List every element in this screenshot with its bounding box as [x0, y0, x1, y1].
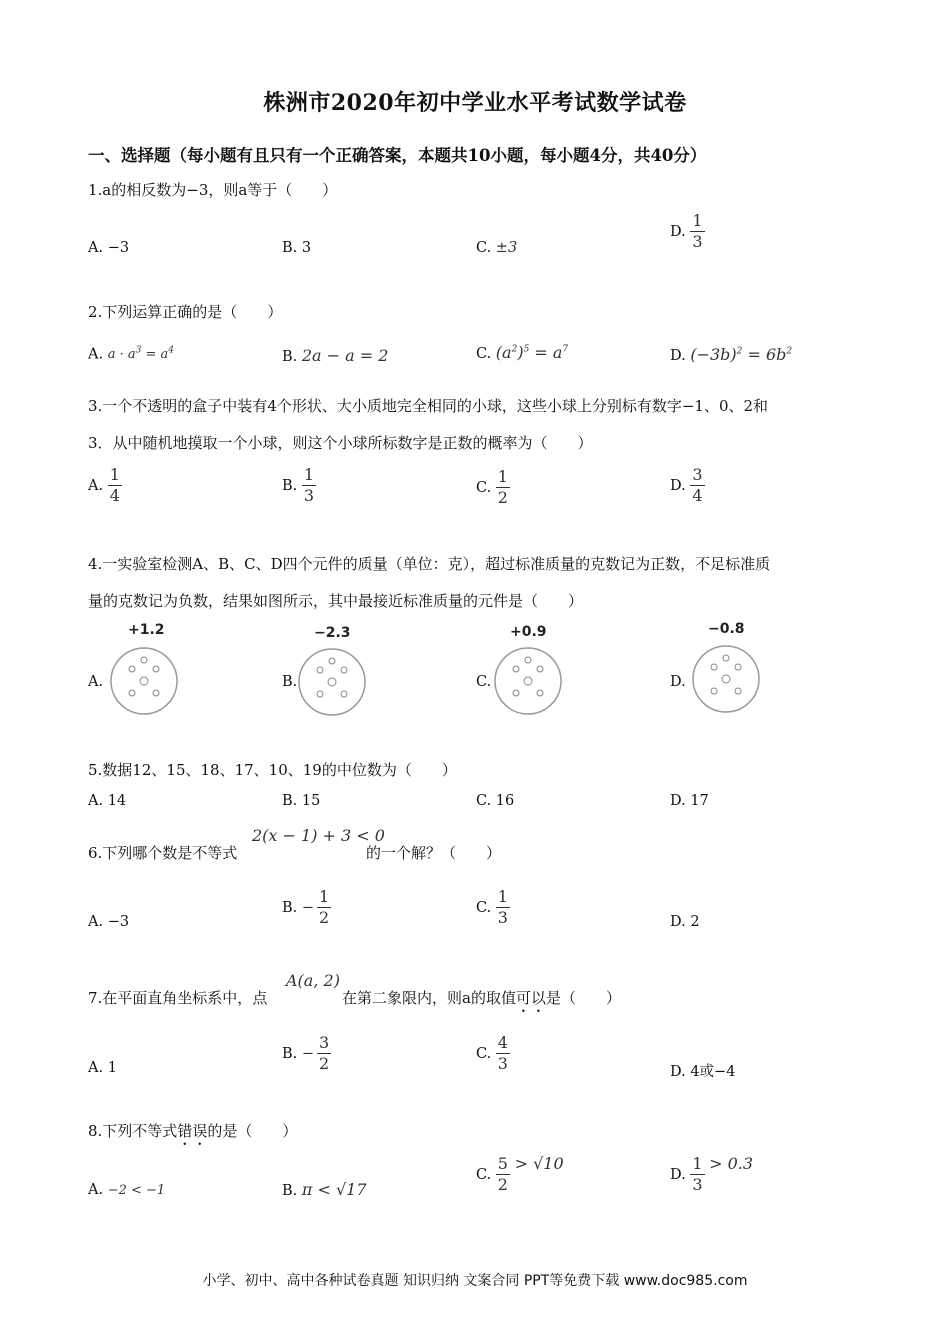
- question-8-stem: 8.下列不等式错误的是（ ）: [88, 1122, 298, 1140]
- q5-option-c: C. 16: [476, 793, 515, 809]
- component-d-icon: [690, 643, 762, 715]
- fraction: $\frac{1}{2}$: [497, 467, 508, 508]
- q8-option-d: D. $\frac{1}{3}$ > 0.3: [670, 1154, 754, 1195]
- q3-option-b: B. $\frac{1}{3}$: [282, 465, 315, 506]
- question-4-stem-line2: 量的克数记为负数，结果如图所示，其中最接近标准质量的元件是（ ）: [88, 592, 584, 610]
- q7-option-b: B. − $\frac{3}{2}$: [282, 1033, 330, 1074]
- fraction: $\frac{1}{2}$: [319, 887, 330, 928]
- q3-option-d: D. $\frac{3}{4}$: [670, 465, 703, 506]
- question-7-point: A(a, 2): [286, 971, 340, 990]
- q4-a-value: +1.2: [128, 622, 165, 638]
- question-3-stem-line2: 3．从中随机地摸取一个小球，则这个小球所标数字是正数的概率为（ ）: [88, 434, 593, 452]
- component-a-icon: [108, 645, 180, 717]
- q8-option-a: A. −2 < −1: [88, 1182, 166, 1198]
- q5-option-a: A. 14: [88, 793, 127, 809]
- q4-b-value: −2.3: [314, 625, 351, 641]
- fraction: $\frac{1}{3}$: [497, 887, 508, 928]
- q6-option-d: D. 2: [670, 914, 700, 930]
- q4-c-value: +0.9: [510, 624, 547, 640]
- q4-option-c-label: C.: [476, 674, 492, 690]
- q1-option-d: D. $\frac{1}{3}$: [670, 211, 703, 252]
- q2-option-d: D. $(-3b)^2 = 6b^2$: [670, 345, 793, 364]
- fraction: $\frac{3}{2}$: [319, 1033, 330, 1074]
- q5-option-b: B. 15: [282, 793, 321, 809]
- q6-option-c: C. $\frac{1}{3}$: [476, 887, 508, 928]
- q2-option-b: B. 2a − a = 2: [282, 346, 389, 365]
- q2-option-a: A. $a \cdot a^3 = a^4$: [88, 346, 174, 363]
- question-4-stem-line1: 4.一实验室检测A、B、C、D四个元件的质量（单位：克），超过标准质量的克数记为正数，不足标准质: [88, 555, 771, 573]
- fraction: $\frac{1}{4}$: [109, 465, 120, 506]
- q8-option-c: C. $\frac{5}{2}$ > √10: [476, 1154, 564, 1195]
- q2-option-c: C. $(a^2)^5 = a^7$: [476, 343, 569, 362]
- q4-option-a-label: A.: [88, 674, 104, 690]
- question-7-stem-pre: 7.在平面直角坐标系中，点: [88, 989, 268, 1007]
- page-footer: 小学、初中、高中各种试卷真题 知识归纳 文案合同 PPT等免费下载 www.doc985.com: [202, 1273, 748, 1289]
- question-3-stem-line1: 3.一个不透明的盒子中装有4个形状、大小质地完全相同的小球，这些小球上分别标有数字−1、0、2和: [88, 397, 769, 415]
- q1-option-b: B. 3: [282, 240, 312, 256]
- question-6-stem-pre: 6.下列哪个数是不等式: [88, 844, 238, 862]
- q4-option-d-label: D.: [670, 674, 686, 690]
- q7-option-a: A. 1: [88, 1060, 117, 1076]
- q7-option-c: C. $\frac{4}{3}$: [476, 1033, 508, 1074]
- fraction: $\frac{4}{3}$: [497, 1033, 508, 1074]
- q7-option-d: D. 4或−4: [670, 1064, 736, 1080]
- q8-option-b: B. π < √17: [282, 1180, 367, 1199]
- fraction: $\frac{1}{3}$: [303, 465, 315, 506]
- q6-option-a: A. −3: [88, 914, 130, 930]
- section-heading: 一、选择题（每小题有且只有一个正确答案，本题共10小题，每小题4分，共40分）: [88, 146, 707, 165]
- fraction: $\frac{3}{4}$: [692, 465, 703, 506]
- q3-option-a: A. $\frac{1}{4}$: [88, 465, 120, 506]
- q3-option-c: C. $\frac{1}{2}$: [476, 467, 508, 508]
- component-b-icon: [296, 646, 368, 718]
- q5-option-d: D. 17: [670, 793, 709, 809]
- question-1-stem: 1.a的相反数为−3，则a等于（ ）: [88, 181, 338, 199]
- question-2-stem: 2.下列运算正确的是（ ）: [88, 303, 283, 321]
- component-c-icon: [492, 645, 564, 717]
- question-5-stem: 5.数据12、15、18、17、10、19的中位数为（ ）: [88, 761, 457, 779]
- fraction: $\frac{5}{2}$: [497, 1154, 508, 1195]
- q4-d-value: −0.8: [708, 621, 745, 637]
- q6-option-b: B. − $\frac{1}{2}$: [282, 887, 330, 928]
- question-7-stem-rest: 在第二象限内，则a的取值可以是（ ）: [342, 989, 621, 1007]
- page-title: 株洲市2020年初中学业水平考试数学试卷: [263, 90, 687, 116]
- question-6-inequality: 2(x − 1) + 3 < 0: [252, 826, 385, 845]
- q1-option-c: C. ±3: [476, 240, 518, 256]
- fraction: $\frac{1}{3}$: [692, 211, 703, 252]
- q4-option-b-label: B.: [282, 674, 298, 690]
- q1-option-a: A. −3: [88, 240, 130, 256]
- question-6-stem-post: 的一个解？（ ）: [366, 844, 502, 862]
- fraction: $\frac{1}{3}$: [692, 1154, 703, 1195]
